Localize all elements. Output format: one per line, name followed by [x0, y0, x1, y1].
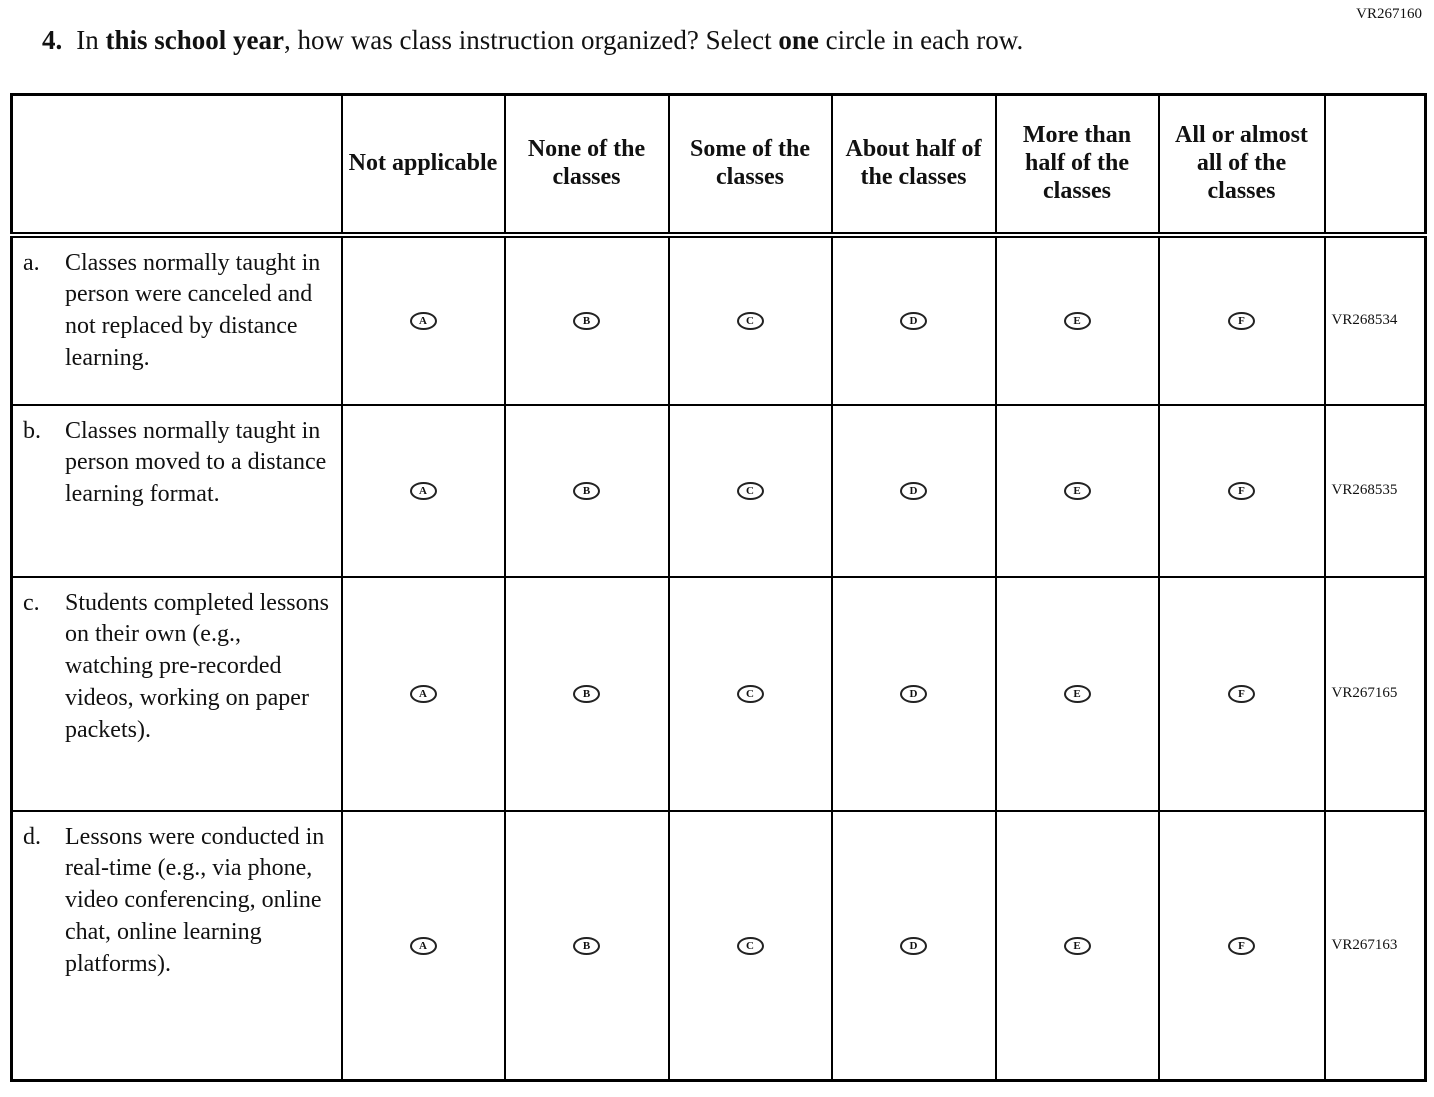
- column-header-none: None of the classes: [505, 95, 669, 235]
- option-circle-d[interactable]: [900, 937, 927, 955]
- row-text: Lessons were conducted in real-time (e.g., via phone, video conferencing, online chat, online learning platforms).: [65, 823, 325, 978]
- option-circle-b[interactable]: [573, 312, 600, 330]
- option-letter: B: [582, 939, 591, 952]
- option-circle-f[interactable]: [1228, 685, 1255, 703]
- question-seg3: circle in each row.: [818, 25, 1024, 55]
- option-letter: B: [582, 314, 591, 327]
- option-circle-e[interactable]: [1064, 937, 1091, 955]
- row-code: VR267163: [1331, 936, 1398, 953]
- option-letter: A: [419, 314, 427, 327]
- row-code: VR267165: [1331, 685, 1398, 701]
- option-circle-b[interactable]: [573, 685, 600, 703]
- row-label: [12, 811, 342, 1081]
- option-letter: E: [1073, 939, 1081, 952]
- row-text: Classes normally taught in person were canceled and not replaced by distance learning.: [65, 249, 321, 372]
- header-code-empty: [1325, 95, 1426, 235]
- option-letter: C: [746, 314, 754, 327]
- question-seg1: In: [76, 25, 106, 55]
- option-circle-b[interactable]: [573, 937, 600, 955]
- option-circle-a[interactable]: [410, 312, 437, 330]
- option-circle-f[interactable]: [1228, 312, 1255, 330]
- option-letter: F: [1238, 687, 1245, 700]
- option-circle-c[interactable]: [737, 482, 764, 500]
- option-letter: D: [909, 314, 918, 327]
- option-letter: C: [746, 484, 754, 497]
- option-letter: E: [1073, 314, 1081, 327]
- option-circle-e[interactable]: [1064, 312, 1091, 330]
- question-text: [42, 24, 1374, 58]
- option-letter: F: [1238, 484, 1245, 497]
- option-circle-f[interactable]: [1228, 937, 1255, 955]
- row-code: VR268535: [1331, 482, 1398, 498]
- option-circle-e[interactable]: [1064, 685, 1091, 703]
- option-letter: C: [746, 939, 754, 952]
- row-letter: d.: [23, 823, 41, 850]
- form-code: VR267160: [1356, 6, 1422, 22]
- option-letter: B: [582, 484, 591, 497]
- column-header-not-applicable: Not applicable: [342, 95, 505, 235]
- table-row-d: [12, 811, 1426, 1081]
- option-letter: A: [419, 939, 427, 952]
- header-row: [12, 95, 1426, 235]
- option-letter: E: [1073, 687, 1081, 700]
- row-label: [12, 405, 342, 577]
- option-letter: D: [909, 939, 918, 952]
- option-circle-c[interactable]: [737, 685, 764, 703]
- table-row-c: [12, 577, 1426, 811]
- question-number: 4.: [42, 25, 63, 55]
- option-letter: C: [746, 687, 754, 700]
- option-circle-a[interactable]: [410, 685, 437, 703]
- option-circle-e[interactable]: [1064, 482, 1091, 500]
- option-letter: E: [1073, 484, 1081, 497]
- table-row-b: [12, 405, 1426, 577]
- row-text: Students completed lessons on their own (e.g., watching pre-recorded videos, working on paper packets).: [65, 589, 329, 744]
- row-letter: c.: [23, 589, 40, 616]
- column-header-about-half: About half of the classes: [832, 95, 996, 235]
- question-bold1: this school year: [105, 25, 284, 55]
- option-letter: A: [419, 687, 427, 700]
- column-header-all: All or almost all of the classes: [1159, 95, 1325, 235]
- row-label: [12, 577, 342, 811]
- option-circle-b[interactable]: [573, 482, 600, 500]
- option-letter: F: [1238, 314, 1245, 327]
- option-circle-f[interactable]: [1228, 482, 1255, 500]
- question-seg2: , how was class instruction organized? Select: [284, 25, 779, 55]
- row-label: [12, 235, 342, 405]
- row-text: Classes normally taught in person moved to a distance learning format.: [65, 417, 327, 508]
- option-letter: D: [909, 484, 918, 497]
- column-header-more-than-half: More than half of the classes: [996, 95, 1159, 235]
- header-empty: [12, 95, 342, 235]
- row-letter: a.: [23, 249, 40, 276]
- option-letter: F: [1238, 939, 1245, 952]
- option-circle-d[interactable]: [900, 482, 927, 500]
- table-row-a: [12, 235, 1426, 405]
- row-code: VR268534: [1331, 312, 1398, 328]
- column-header-some: Some of the classes: [669, 95, 832, 235]
- option-circle-d[interactable]: [900, 685, 927, 703]
- option-circle-c[interactable]: [737, 312, 764, 330]
- option-circle-c[interactable]: [737, 937, 764, 955]
- option-circle-d[interactable]: [900, 312, 927, 330]
- option-letter: D: [909, 687, 918, 700]
- row-letter: b.: [23, 417, 41, 444]
- option-circle-a[interactable]: [410, 937, 437, 955]
- option-letter: A: [419, 484, 427, 497]
- option-letter: B: [582, 687, 591, 700]
- option-circle-a[interactable]: [410, 482, 437, 500]
- question-bold2: one: [778, 25, 819, 55]
- question-table: [10, 93, 1427, 1082]
